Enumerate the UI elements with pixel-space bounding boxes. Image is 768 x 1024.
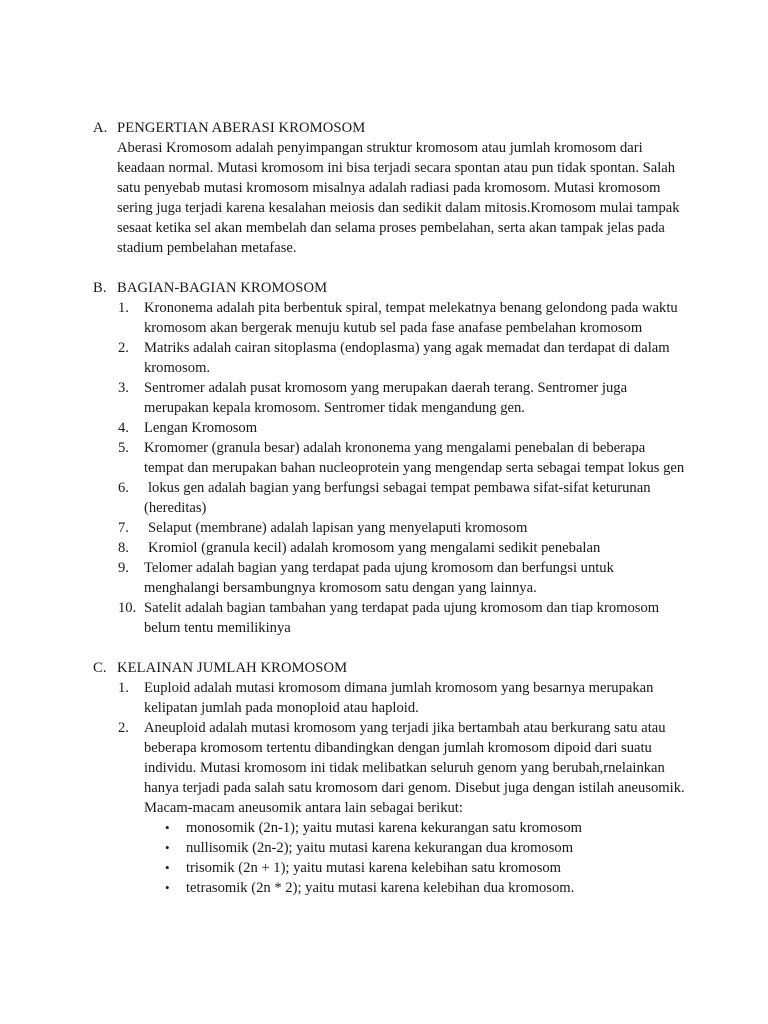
section-c-marker: C. <box>93 660 107 676</box>
list-item-text: Sentromer adalah pusat kromosom yang merupakan daerah terang. Sentromer juga merupakan kepala kromosom. Sentromer tidak mengandung gen. <box>144 380 628 416</box>
section-a <box>93 118 685 258</box>
list-item-text: tetrasomik (2n * 2); yaitu mutasi karena kelebihan dua kromosom. <box>186 880 575 896</box>
list-item-marker: 6. <box>118 480 129 496</box>
bullet-icon: • <box>165 840 170 855</box>
section-b-list <box>93 298 685 638</box>
list-item-text: nullisomik (2n-2); yaitu mutasi karena kekurangan dua kromosom <box>186 840 574 856</box>
section-a-marker: A. <box>93 120 108 136</box>
list-item-text: Satelit adalah bagian tambahan yang terdapat pada ujung kromosom dan tiap kromosom belum tentu memilikinya <box>144 600 660 636</box>
section-b-heading <box>93 278 685 298</box>
list-item-marker: 8. <box>118 540 129 556</box>
list-item-text: Krononema adalah pita berbentuk spiral, tempat melekatnya benang gelondong pada waktu kromosom akan bergerak menuju kutub sel pada fase anafase pembelahan kromosom <box>144 300 678 336</box>
list-item <box>93 878 685 898</box>
section-a-heading <box>93 118 685 138</box>
list-item <box>93 298 685 338</box>
list-item-text: Telomer adalah bagian yang terdapat pada ujung kromosom dan berfungsi untuk menghalangi bersambungnya kromosom satu dengan yang lainnya. <box>144 560 614 596</box>
list-item <box>93 338 685 378</box>
list-item-marker: 9. <box>118 560 129 576</box>
list-item-marker: 2. <box>118 340 129 356</box>
section-a-paragraph: Aberasi Kromosom adalah penyimpangan struktur kromosom atau jumlah kromosom dari keadaan normal. Mutasi kromosom ini bisa terjadi secara spontan atau pun tidak spontan. Salah satu penyebab mutasi kromosom misalnya adalah radiasi pada kromosom. Mutasi kromosom sering juga terjadi karena kesalahan meiosis dan sedikit dalam mitosis.Kromosom mulai tampak sesaat ketika sel akan membelah dan selama proses pembelahan, serta akan tampak jelas pada stadium pembelahan metafase. <box>117 140 680 256</box>
list-item-text: Euploid adalah mutasi kromosom dimana jumlah kromosom yang besarnya merupakan kelipatan jumlah pada monoploid atau haploid. <box>144 680 654 716</box>
section-b-marker: B. <box>93 280 107 296</box>
list-item-text: Aneuploid adalah mutasi kromosom yang terjadi jika bertambah atau berkurang satu atau beberapa kromosom tertentu dibandingkan dengan jumlah kromosom dipoid dari suatu individu. Mutasi kromosom ini tidak melibatkan seluruh genom yang berubah,rnelainkan hanya terjadi pada salah satu kromosom dari genom. Disebut juga dengan istilah aneusomik. <box>144 720 685 796</box>
list-item-text: Kromiol (granula kecil) adalah kromosom yang mengalami sedikit penebalan <box>148 540 601 556</box>
list-item-text: Lengan Kromosom <box>144 420 258 436</box>
sublist-intro: Macam-macam aneusomik antara lain sebagai berikut: <box>144 800 463 816</box>
list-item <box>93 518 685 538</box>
section-c <box>93 658 685 898</box>
list-item-marker: 2. <box>118 720 129 736</box>
list-item-text: trisomik (2n + 1); yaitu mutasi karena kelebihan satu kromosom <box>186 860 562 876</box>
list-item-marker: 5. <box>118 440 129 456</box>
list-item-text: Kromomer (granula besar) adalah krononema yang mengalami penebalan di beberapa tempat dan merupakan bahan nucleoprotein yang mengendap serta sebagai tempat lokus gen <box>144 440 685 476</box>
aneusomik-bullet-list <box>93 818 685 898</box>
list-item-text: Selaput (membrane) adalah lapisan yang menyelaputi kromosom <box>148 520 528 536</box>
section-a-heading-text: PENGERTIAN ABERASI KROMOSOM <box>117 120 366 136</box>
list-item <box>93 478 685 518</box>
list-item <box>93 598 685 638</box>
list-item <box>93 818 685 838</box>
bullet-icon: • <box>165 820 170 835</box>
list-item-text: monosomik (2n-1); yaitu mutasi karena kekurangan satu kromosom <box>186 820 582 836</box>
bullet-icon: • <box>165 880 170 895</box>
list-item-marker: 4. <box>118 420 129 436</box>
list-item-marker: 1. <box>118 300 129 316</box>
list-item <box>93 438 685 478</box>
list-item-marker: 7. <box>118 520 129 536</box>
section-b <box>93 278 685 638</box>
section-c-heading-text: KELAINAN JUMLAH KROMOSOM <box>117 660 348 676</box>
list-item <box>93 558 685 598</box>
list-item-marker: 3. <box>118 380 129 396</box>
list-item <box>93 678 685 718</box>
section-c-heading <box>93 658 685 678</box>
list-item-marker: 10. <box>118 600 137 616</box>
section-b-heading-text: BAGIAN-BAGIAN KROMOSOM <box>117 280 328 296</box>
list-item <box>93 858 685 878</box>
section-c-list <box>93 678 685 798</box>
list-item <box>93 418 685 438</box>
bullet-icon: • <box>165 860 170 875</box>
list-item <box>93 538 685 558</box>
list-item-text: lokus gen adalah bagian yang berfungsi sebagai tempat pembawa sifat-sifat keturunan (hereditas) <box>144 480 651 516</box>
list-item-text: Matriks adalah cairan sitoplasma (endoplasma) yang agak memadat dan terdapat di dalam kromosom. <box>144 340 670 376</box>
list-item <box>93 718 685 798</box>
list-item <box>93 378 685 418</box>
list-item-marker: 1. <box>118 680 129 696</box>
list-item <box>93 838 685 858</box>
